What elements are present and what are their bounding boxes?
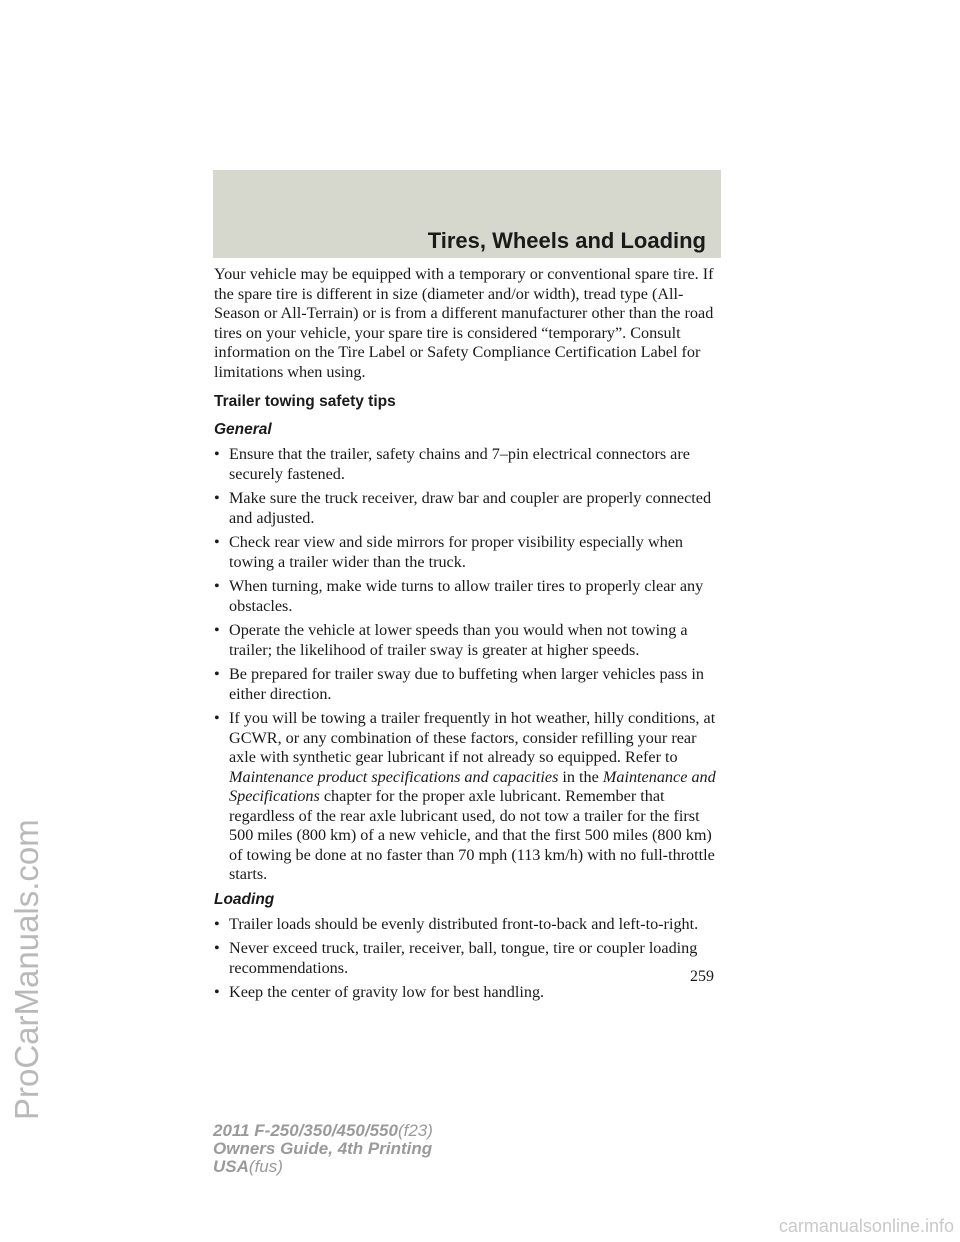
list-item	[214, 709, 722, 885]
cross-reference: Maintenance and Specifications	[229, 767, 716, 805]
bullet-icon: •	[214, 621, 220, 639]
list-item-text: Keep the center of gravity low for best handling.	[229, 983, 545, 1001]
list-item-text: Be prepared for trailer sway due to buffeting when larger vehicles pass in either direction.	[229, 665, 704, 703]
list-item	[214, 577, 722, 616]
list-item	[214, 939, 722, 978]
list-item-text: Never exceed truck, trailer, receiver, ball, tongue, tire or coupler loading recommendations.	[229, 939, 698, 977]
loading-heading: Loading	[214, 890, 275, 908]
text-run: in the	[558, 767, 603, 786]
list-item	[214, 533, 722, 572]
bullet-icon: •	[214, 665, 220, 683]
document-footer	[213, 1122, 433, 1176]
footer-line-model	[213, 1122, 433, 1140]
footer-line-guide: Owners Guide, 4th Printing	[213, 1139, 433, 1158]
bullet-icon: •	[214, 939, 220, 957]
list-item-text: Check rear view and side mirrors for proper visibility especially when towing a trailer wider than the truck.	[229, 533, 684, 571]
list-item-text: Operate the vehicle at lower speeds than you would when not towing a trailer; the likelihood of trailer sway is greater at higher speeds.	[229, 621, 688, 659]
bullet-icon: •	[214, 445, 220, 463]
bullet-icon: •	[214, 914, 220, 933]
page-number: 259	[690, 968, 714, 985]
bullet-icon: •	[214, 983, 220, 1001]
list-item-text: Make sure the truck receiver, draw bar and coupler are properly connected and adjusted.	[229, 489, 712, 527]
bottom-watermark: carmanualsonline.info	[778, 1216, 954, 1236]
footer-code: (f23)	[397, 1121, 433, 1140]
text-run: chapter for the proper axle lubricant. Remember that regardless of the rear axle lubricant used, do not tow a trailer for the first 500 miles (800 km) of a new vehicle, and that the first 500 miles (800 km) of towing be done at no faster than 70 mph (113 km/h) with no full-throttle starts.	[229, 787, 715, 883]
list-item	[214, 915, 722, 935]
footer-region: USA	[213, 1157, 249, 1176]
bullet-icon: •	[214, 709, 220, 727]
bullet-icon: •	[214, 533, 220, 551]
cross-reference: Maintenance product specifications and capacities	[229, 767, 559, 786]
bullet-icon: •	[214, 489, 220, 507]
list-item	[214, 665, 722, 704]
footer-model: 2011 F-250/350/450/550	[213, 1121, 398, 1140]
list-item	[214, 489, 722, 528]
bullet-icon: •	[214, 577, 220, 595]
footer-region-code: (fus)	[248, 1157, 283, 1176]
list-item-text: When turning, make wide turns to allow trailer tires to properly clear any obstacles.	[229, 577, 704, 615]
loading-list	[214, 915, 722, 1003]
list-item-text: Ensure that the trailer, safety chains and 7–pin electrical connectors are securely fastened.	[229, 445, 690, 483]
side-watermark	[8, 819, 48, 1160]
section-title: Tires, Wheels and Loading	[427, 228, 706, 253]
list-item	[214, 983, 722, 1003]
text-run: If you will be towing a trailer frequently in hot weather, hilly conditions, at GCWR, or any combination of these factors, consider refilling your rear axle with synthetic gear lubricant if not already so equipped. Refer to	[229, 709, 716, 766]
page-content	[214, 265, 722, 1008]
general-heading: General	[214, 421, 272, 438]
footer-line-region	[213, 1158, 433, 1176]
side-watermark-text: ProCarManuals.com	[8, 819, 45, 1120]
general-list	[214, 445, 722, 885]
subsection-title: Trailer towing safety tips	[214, 393, 396, 410]
intro-paragraph: Your vehicle may be equipped with a temporary or conventional spare tire. If the spare tire is different in size (diameter and/or width), tread type (All-Season or All-Terrain) or is from a different manufacturer other than the road tires on your vehicle, your spare tire is considered “temporary”. Consult information on the Tire Label or Safety Compliance Certification Label for limitations when using.	[214, 265, 714, 381]
list-item	[214, 445, 722, 484]
section-header-band	[213, 170, 721, 258]
list-item-text: Trailer loads should be evenly distributed front-to-back and left-to-right.	[229, 914, 699, 933]
list-item-text	[229, 709, 716, 883]
list-item	[214, 621, 722, 660]
